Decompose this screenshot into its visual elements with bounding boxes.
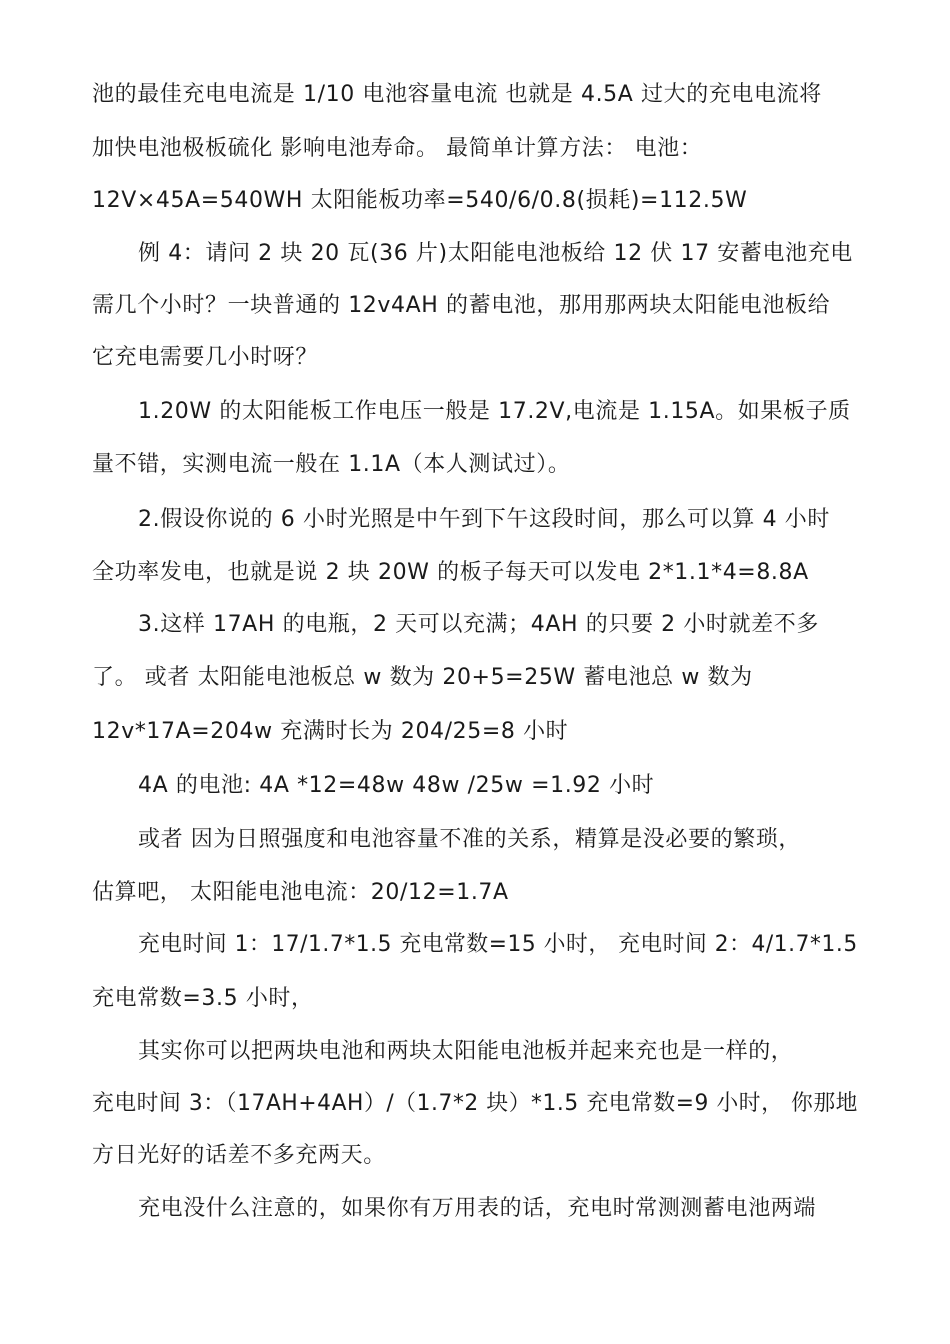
text-line: 量不错，实测电流一般在 1.1A（本人测试过）。 [92, 452, 571, 477]
paragraph-first-line: 其实你可以把两块电池和两块太阳能电池板并起来充也是一样的， [138, 1039, 794, 1064]
text-line: 全功率发电，也就是说 2 块 20W 的板子每天可以发电 2*1.1*4=8.8A [92, 560, 809, 585]
paragraph-first-line: 或者 因为日照强度和电池容量不准的关系，精算是没必要的繁琐， [138, 827, 801, 852]
text-line: 充电时间 3：（17AH+4AH）/（1.7*2 块）*1.5 充电常数=9 小时， 你那地 [92, 1091, 858, 1116]
paragraph-first-line: 例 4：请问 2 块 20 瓦(36 片)太阳能电池板给 12 伏 17 安蓄电池充电 [138, 241, 853, 266]
paragraph-first-line: 4A 的电池: 4A *12=48w 48w /25w =1.92 小时 [138, 773, 655, 798]
text-line: 方日光好的话差不多充两天。 [92, 1143, 386, 1168]
text-line: 池的最佳充电电流是 1/10 电池容量电流 也就是 4.5A 过大的充电电流将 [92, 82, 822, 107]
text-line: 了。 或者 太阳能电池板总 w 数为 20+5=25W 蓄电池总 w 数为 [92, 665, 753, 690]
text-line: 充电常数=3.5 小时， [92, 986, 314, 1011]
paragraph-first-line: 充电时间 1：17/1.7*1.5 充电常数=15 小时， 充电时间 2：4/1.7*1.5 [138, 932, 858, 957]
text-line: 估算吧， 太阳能电池电流：20/12=1.7A [92, 880, 509, 905]
paragraph-first-line: 1.20W 的太阳能板工作电压一般是 17.2V,电流是 1.15A。如果板子质 [138, 399, 851, 424]
paragraph-first-line: 2.假设你说的 6 小时光照是中午到下午这段时间，那么可以算 4 小时 [138, 507, 830, 532]
text-line: 12v*17A=204w 充满时长为 204/25=8 小时 [92, 719, 569, 744]
text-line: 12V×45A=540WH 太阳能板功率=540/6/0.8(损耗)=112.5W [92, 188, 748, 213]
text-line: 它充电需要几小时呀？ [92, 345, 319, 370]
text-line: 加快电池极板硫化 影响电池寿命。 最简单计算方法： 电池： [92, 136, 703, 161]
paragraph-first-line: 3.这样 17AH 的电瓶，2 天可以充满；4AH 的只要 2 小时就差不多 [138, 612, 819, 637]
text-line: 需几个小时？一块普通的 12v4AH 的蓄电池，那用那两块太阳能电池板给 [92, 293, 831, 318]
paragraph-first-line: 充电没什么注意的，如果你有万用表的话，充电时常测测蓄电池两端 [138, 1196, 817, 1221]
